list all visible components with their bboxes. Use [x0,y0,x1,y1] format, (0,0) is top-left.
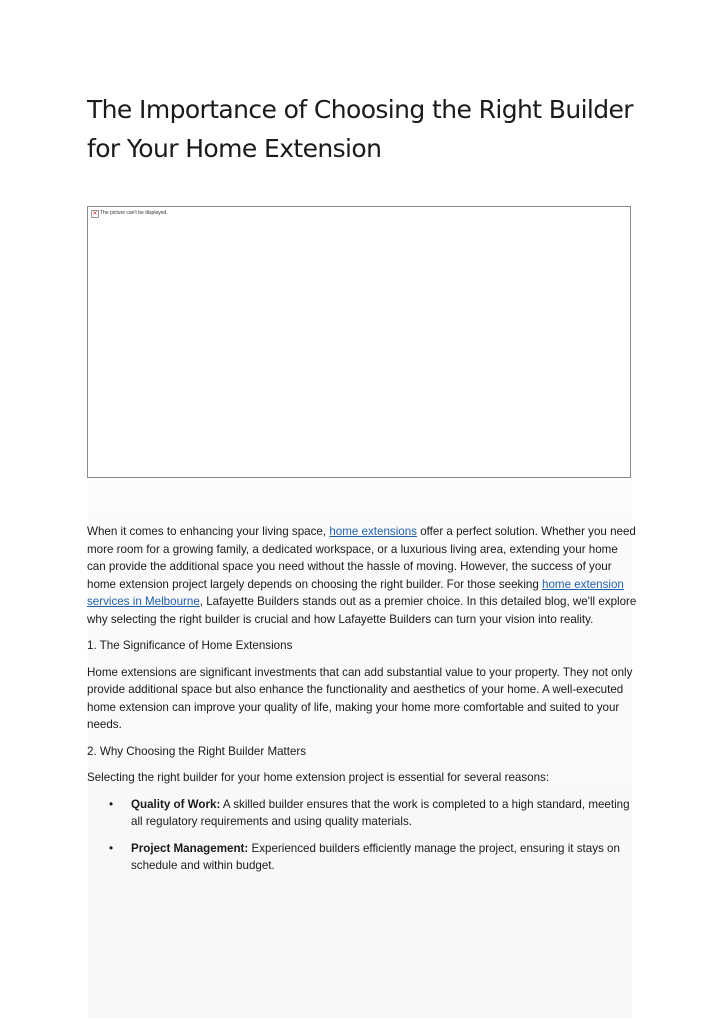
document-body [87,523,639,884]
intro-text-1: When it comes to enhancing your living space, [87,525,330,538]
home-extensions-link[interactable]: home extensions [329,525,417,538]
section1-heading: 1. The Significance of Home Extensions [87,639,293,652]
melbourne-services-link[interactable]: home extension services in Melbourne [87,577,624,608]
bullet-icon: • [109,841,114,855]
list-item-label: Quality of Work: [131,797,221,811]
list-item [87,796,639,831]
image-placeholder [87,206,631,478]
section2-paragraph: Selecting the right builder for your home extension project is essential for several reasons: [87,771,550,784]
section1-paragraph: Home extensions are significant investments that can add substantial value to your property. They not only provide additional space but also enhance the functionality and aesthetics of your home. A well-executed home extension can improve your quality of life, making your home more comfortable and suited to your needs. [87,665,633,731]
list-item-label: Project Management: [131,841,249,855]
list-item [87,840,639,875]
section2-heading: 2. Why Choosing the Right Builder Matters [87,744,307,758]
image-placeholder-text: The picture can't be displayed. [100,210,168,216]
bullet-icon: • [109,797,114,811]
reasons-list [87,796,639,875]
document-title: The Importance of Choosing the Right Builder for Your Home Extension [87,95,633,163]
intro-text-2: offer a perfect solution. Whether you need more room for a growing family, a dedicated workspace, or a luxurious living area, extending your home can provide the additional space you need without the hassle of moving. However, the success of your home extension project largely depends on choosing the right builder. For those seeking [87,525,636,591]
list-item-text: A skilled builder ensures that the work is completed to a high standard, meeting all regulatory requirements and using quality materials. [131,797,630,828]
list-item-text: Experienced builders efficiently manage the project, ensuring it stays on schedule and within budget. [131,841,620,872]
intro-paragraph [87,523,639,628]
broken-image-icon: × [92,210,98,217]
intro-text-3: , Lafayette Builders stands out as a premier choice. In this detailed blog, we'll explore why selecting the right builder is crucial and how Lafayette Builders can turn your vision into reality. [87,595,637,626]
